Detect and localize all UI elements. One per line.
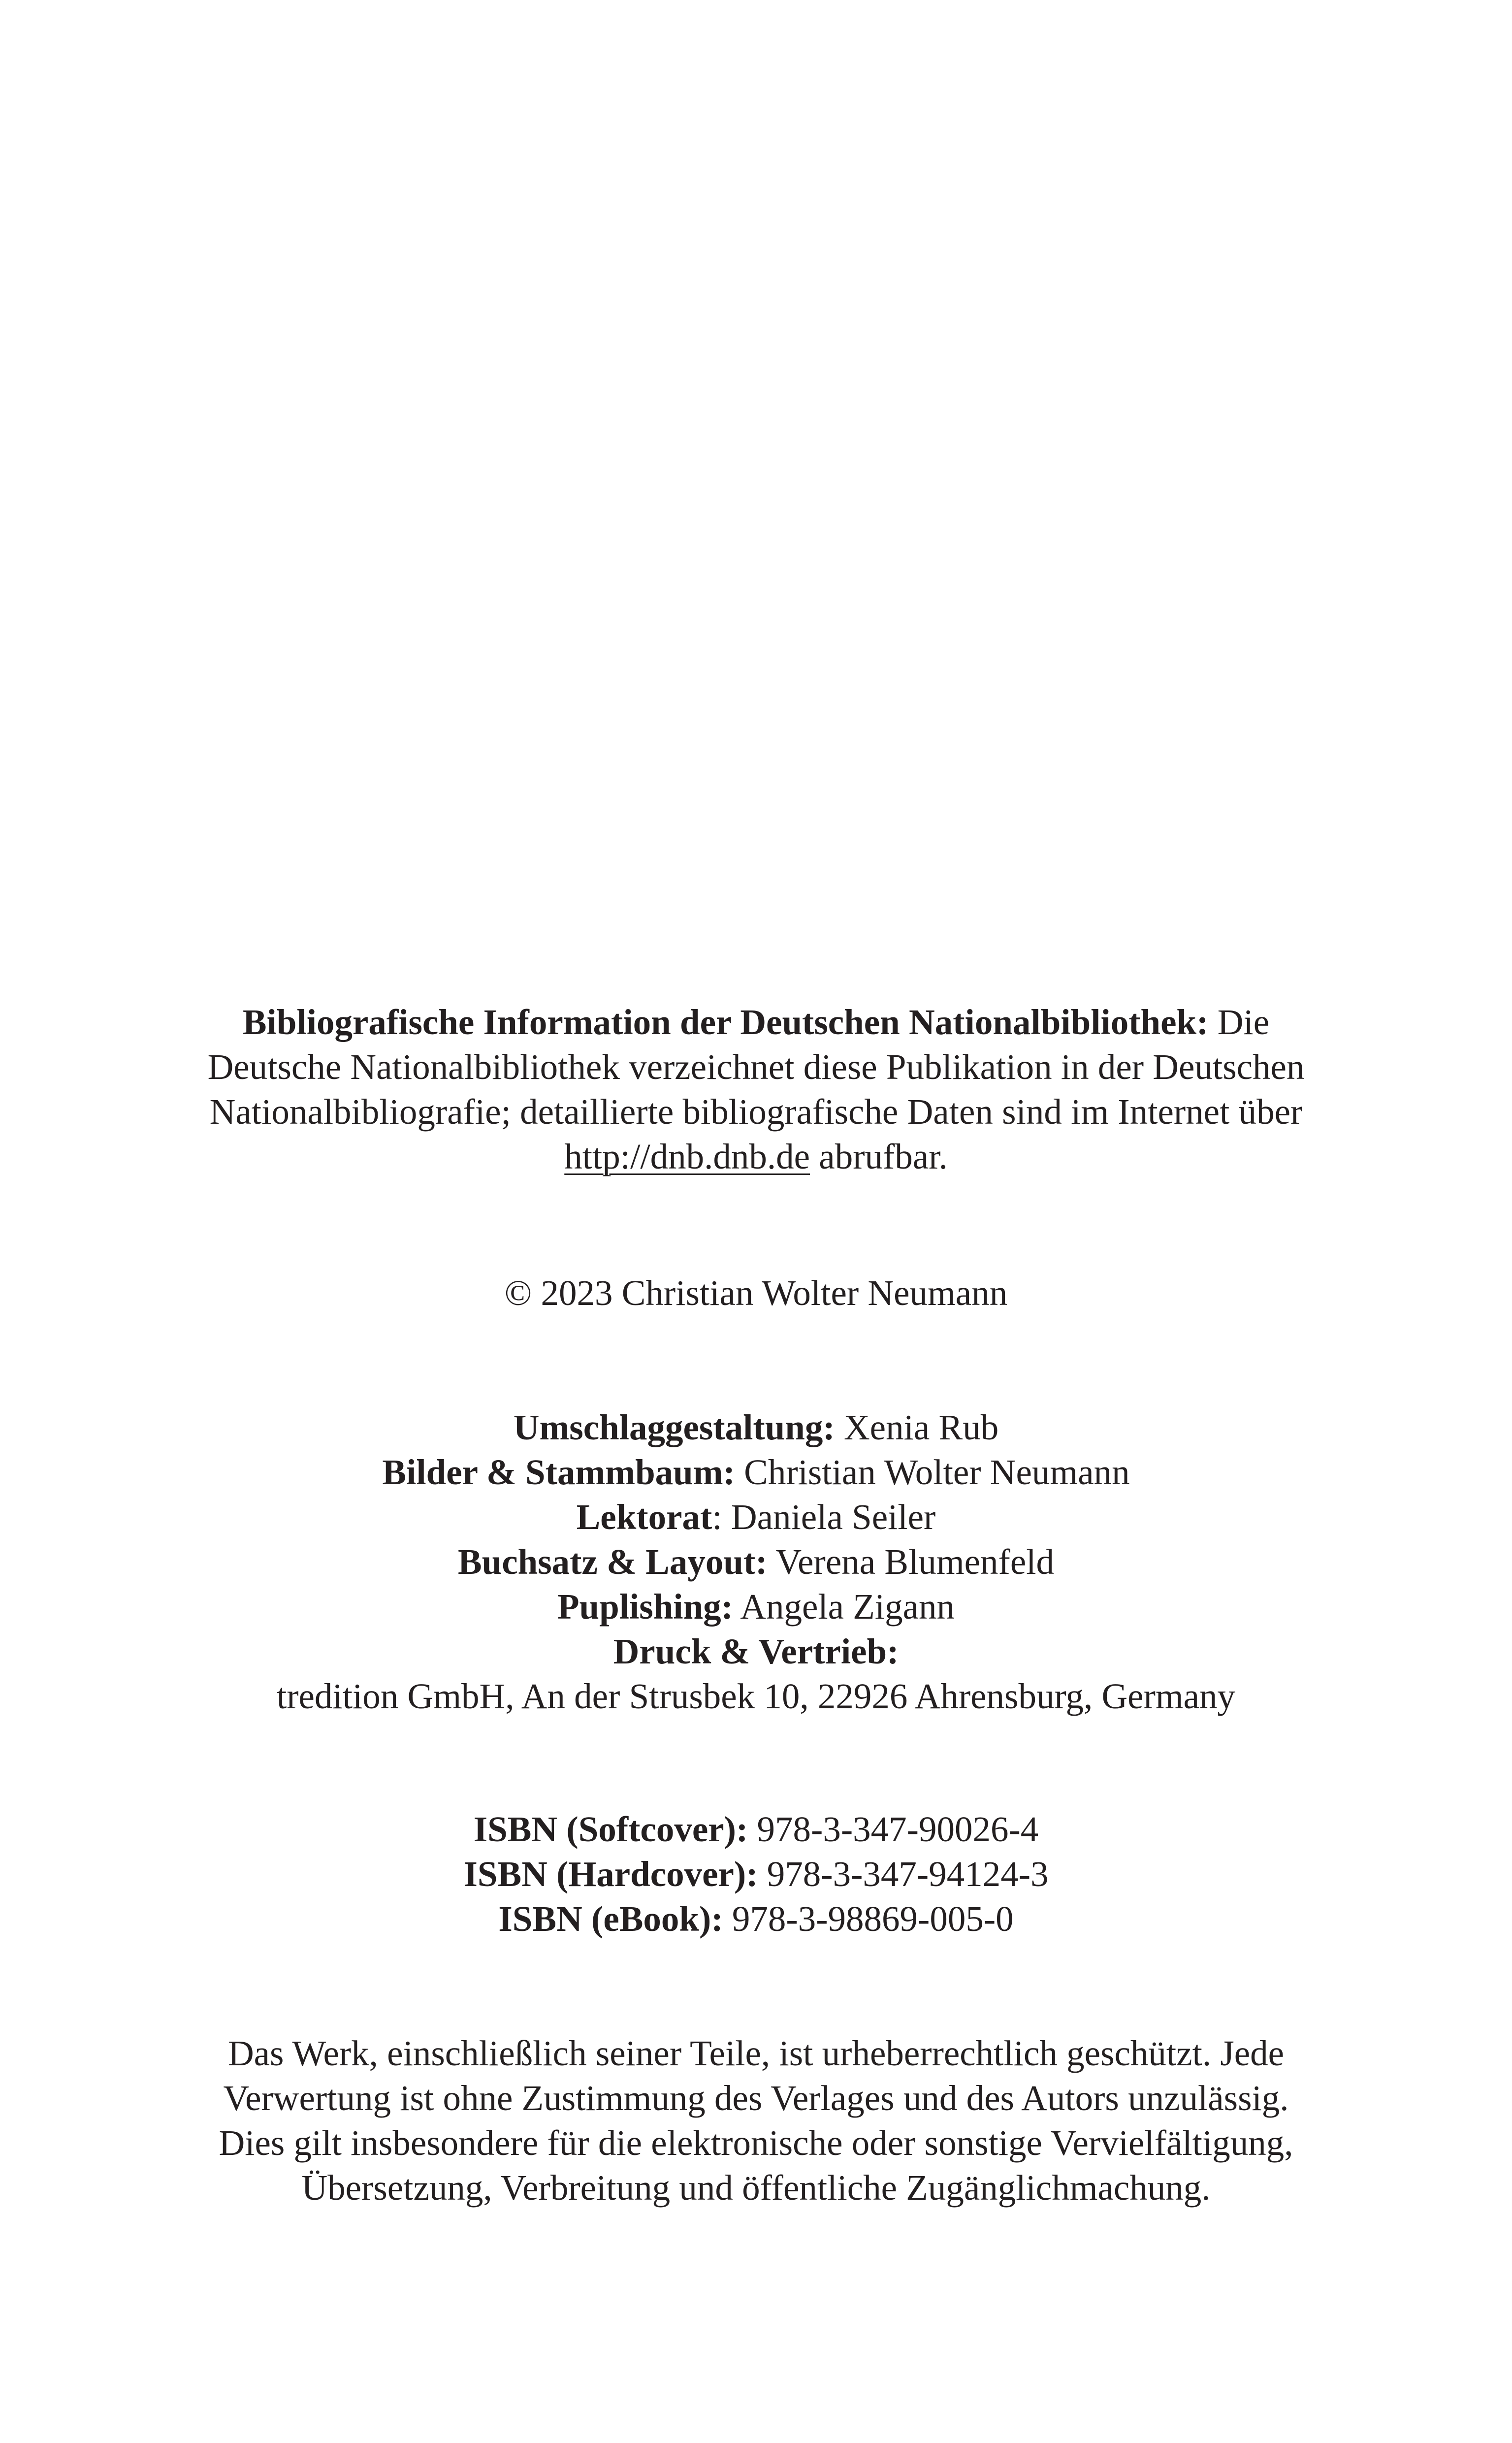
isbn-softcover [148,1807,1364,1852]
bib-line-4-rest: abrufbar. [819,1137,948,1176]
dnb-link[interactable]: http://dnb.dnb.de [564,1137,810,1176]
credit-label: Lektorat [576,1497,712,1537]
credit-publishing [148,1584,1364,1629]
isbn-value: 978-3-98869-005-0 [732,1899,1014,1939]
credit-label: Druck & Vertrieb: [613,1631,899,1671]
isbn-ebook [148,1896,1364,1941]
credit-value: Xenia Rub [843,1407,999,1447]
credit-value: Angela Zigann [740,1587,955,1627]
credit-label: Puplishing: [557,1587,733,1627]
rights-notice [148,2031,1364,2210]
copyright-text: © 2023 Christian Wolter Neumann [504,1273,1008,1313]
rights-line: Dies gilt insbesondere für die elektronische oder sonstige Vervielfältigung, [219,2123,1293,2163]
bib-line-3: Nationalbibliografie; detaillierte bibliografische Daten sind im Internet über [209,1092,1303,1132]
isbn-value: 978-3-347-94124-3 [767,1854,1049,1894]
bib-line-2: Deutsche Nationalbibliothek verzeichnet diese Publikation in der Deutschen [207,1047,1305,1087]
bib-line-1 [148,1000,1364,1044]
rights-line: Das Werk, einschließlich seiner Teile, ist urheberrechtlich geschützt. Jede [227,2033,1285,2073]
isbn-label: ISBN (Softcover): [473,1809,748,1849]
credit-cover-design [148,1405,1364,1450]
credit-value: Christian Wolter Neumann [744,1452,1130,1492]
isbn-value: 978-3-347-90026-4 [757,1809,1039,1849]
bib-line-4 [148,1134,1364,1179]
credit-typesetting [148,1539,1364,1584]
isbn-list [148,1807,1364,1941]
credit-print-distribution [148,1629,1364,1674]
bibliographic-information [148,1000,1364,1179]
rights-line: Übersetzung, Verbreitung und öffentliche Zugänglichmachung. [301,2168,1211,2208]
credit-editing [148,1495,1364,1539]
credit-images-family-tree [148,1450,1364,1495]
credit-label: Bilder & Stammbaum: [382,1452,735,1492]
credit-value: : Daniela Seiler [712,1497,936,1537]
credit-label: Buchsatz & Layout: [457,1542,768,1582]
isbn-label: ISBN (eBook): [498,1899,723,1939]
rights-line: Verwertung ist ohne Zustimmung des Verlages und des Autors unzulässig. [223,2078,1289,2118]
bib-heading: Bibliografische Information der Deutschen Nationalbibliothek: [242,1002,1209,1042]
isbn-label: ISBN (Hardcover): [463,1854,758,1894]
credits [148,1405,1364,1719]
bib-line-1-rest: Die [1217,1002,1270,1042]
credit-value: Verena Blumenfeld [775,1542,1055,1582]
isbn-hardcover [148,1852,1364,1896]
credit-label: Umschlaggestaltung: [513,1407,835,1447]
publisher-address: tredition GmbH, An der Strusbek 10, 22926 Ahrensburg, Germany [276,1676,1236,1716]
copyright-notice [148,1270,1364,1315]
